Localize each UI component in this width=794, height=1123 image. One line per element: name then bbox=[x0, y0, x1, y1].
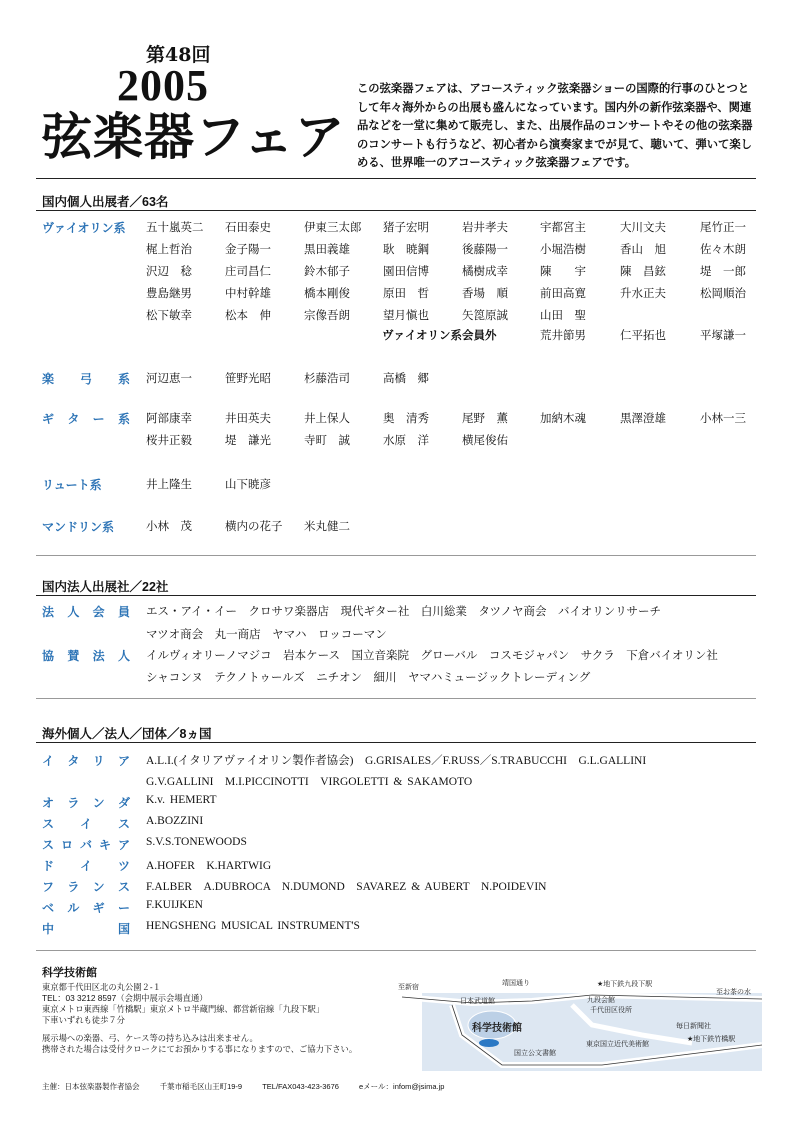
name-cell: 井上保人 bbox=[304, 411, 350, 425]
category-char: キ bbox=[98, 838, 111, 852]
map-label: 日本武道館 bbox=[460, 997, 495, 1005]
corporate-members-line: マツオ商会 丸一商店 ヤマハ ロッコーマン bbox=[146, 627, 387, 641]
venue-map bbox=[392, 975, 762, 1075]
exhibitor-line: HENGSHENG MUSICAL INSTRUMENT'S bbox=[146, 920, 360, 932]
name-cell: 黒田義雄 bbox=[304, 242, 350, 256]
category-corporate-members bbox=[42, 603, 130, 620]
name-cell: 杉藤浩司 bbox=[304, 371, 350, 385]
map-label: 九段会館 bbox=[587, 996, 615, 1004]
map-label: ★地下鉄九段下駅 bbox=[597, 980, 653, 988]
exhibitor-line: K.v. HEMERT bbox=[146, 794, 217, 806]
name-cell: 松本 伸 bbox=[225, 308, 271, 322]
category-char: イ bbox=[42, 754, 55, 768]
category-char: ス bbox=[42, 838, 55, 852]
country-label bbox=[42, 794, 130, 811]
map-label: 靖国通り bbox=[502, 979, 530, 987]
name-cell: 山田 聖 bbox=[540, 308, 586, 322]
individual-heading: 国内個人出展者／63名 bbox=[42, 195, 169, 209]
sponsors-line: イルヴィオリーノマジコ 岩本ケース 国立音楽院 グローバル コスモジャパン サクラ 下倉バイオリン社 bbox=[146, 648, 718, 662]
map-label: 千代田区役所 bbox=[590, 1006, 632, 1014]
category-char: ン bbox=[92, 796, 105, 810]
name-cell: 石田泰史 bbox=[225, 220, 271, 234]
corporate-members-line: エス・アイ・イー クロサワ楽器店 現代ギター社 白川総業 タツノヤ商会 バイオリンリサーチ bbox=[146, 604, 661, 618]
name-cell: 笹野光昭 bbox=[225, 371, 271, 385]
exhibitor-line: S.V.S.TONEWOODS bbox=[146, 836, 247, 848]
map-label: 至お茶の水 bbox=[716, 988, 751, 996]
category-violin: ヴァイオリン系 bbox=[42, 221, 126, 235]
header-divider bbox=[36, 178, 756, 179]
name-cell: 高橋 郷 bbox=[383, 371, 429, 385]
category-sponsors bbox=[42, 647, 130, 664]
name-cell: 香山 旭 bbox=[620, 242, 666, 256]
exhibitor-line: A.BOZZINI bbox=[146, 815, 204, 827]
name-cell: 豊島継男 bbox=[146, 286, 192, 300]
category-char: 協 bbox=[42, 649, 55, 663]
name-cell: 猪子宏明 bbox=[383, 220, 429, 234]
map-label: ★地下鉄竹橋駅 bbox=[687, 1035, 736, 1043]
name-cell: 宇都宮主 bbox=[540, 220, 586, 234]
venue-note: 展示場への楽器、弓、ケース等の持ち込みは出来ません。 bbox=[42, 1033, 258, 1043]
category-char: 中 bbox=[42, 922, 55, 936]
category-char: 法 bbox=[42, 605, 55, 619]
name-cell: 庄司昌仁 bbox=[225, 264, 271, 278]
category-char: リ bbox=[92, 754, 105, 768]
country-label bbox=[42, 815, 130, 832]
country-label bbox=[42, 878, 130, 895]
exhibitor-line: G.V.GALLINI M.I.PICCINOTTI VIRGOLETTI & SAKAMOTO bbox=[146, 776, 473, 788]
category-char: イ bbox=[79, 859, 92, 873]
category-char: 系 bbox=[117, 412, 130, 426]
category-guitar bbox=[42, 410, 130, 427]
section-divider bbox=[36, 950, 756, 951]
country-label bbox=[42, 920, 130, 937]
name-cell: 山下暁彦 bbox=[225, 477, 271, 491]
exhibitor-line: F.ALBER A.DUBROCA N.DUMOND SAVAREZ & AUBERT N.POIDEVIN bbox=[146, 881, 547, 893]
footer-email: eメール：infom@jsima.jp bbox=[359, 1082, 445, 1091]
name-cell: 尾竹正一 bbox=[700, 220, 746, 234]
category-char: 国 bbox=[117, 922, 130, 936]
category-char: 法 bbox=[92, 649, 105, 663]
venue-access: 下車いずれも徒歩７分 bbox=[42, 1015, 125, 1025]
category-char: 会 bbox=[92, 605, 105, 619]
overseas-heading: 海外個人／法人／団体／8ヵ国 bbox=[42, 727, 212, 741]
map-venue-marker bbox=[479, 1039, 499, 1047]
category-char: ラ bbox=[67, 796, 80, 810]
footer-address: 千葉市稲毛区山王町19-9 bbox=[159, 1082, 243, 1091]
name-cell: 佐々木朗 bbox=[700, 242, 746, 256]
category-char: バ bbox=[79, 838, 92, 852]
name-cell: 陳 昌鉉 bbox=[620, 264, 666, 278]
name-cell: 沢辺 稔 bbox=[146, 264, 192, 278]
venue-access: 東京メトロ東西線「竹橋駅」東京メトロ半蔵門線、都営新宿線「九段下駅」 bbox=[42, 1004, 325, 1014]
name-cell: 前田高寛 bbox=[540, 286, 586, 300]
violin-nonmember-label: ヴァイオリン系会員外 bbox=[382, 330, 497, 342]
name-cell: 横内の花子 bbox=[225, 519, 283, 533]
name-cell: 井上隆生 bbox=[146, 477, 192, 491]
name-cell: 尾野 薫 bbox=[462, 411, 508, 425]
intro-text: この弦楽器フェアは、アコースティック弦楽器ショーの国際的行事のひとつとして年々海外からの出展も盛んになっています。国内外の新作弦楽器や、関連品などを一堂に集めて販売し、また、出展作品のコンサートやその他の弦楽器のコンサートも行うなど、初心者から演奏家までが見て、聴いて、弾いて楽しめる、世界唯一のアコースティック弦楽器フェアです。 bbox=[357, 83, 753, 169]
category-char: フ bbox=[42, 880, 55, 894]
category-char: ラ bbox=[67, 880, 80, 894]
category-char: イ bbox=[79, 817, 92, 831]
corporate-rule bbox=[36, 595, 756, 596]
name-cell: 原田 哲 bbox=[383, 286, 429, 300]
footer-organizer: 主催：日本弦楽器製作者協会 bbox=[42, 1082, 140, 1091]
category-char: ギ bbox=[92, 901, 105, 915]
category-char: 賛 bbox=[67, 649, 80, 663]
category-char: ロ bbox=[60, 838, 73, 852]
category-lute: リュート系 bbox=[42, 478, 102, 492]
name-cell: 五十嵐英二 bbox=[146, 220, 204, 234]
individual-rule bbox=[36, 210, 756, 211]
category-char: 楽 bbox=[42, 372, 55, 386]
category-char: 人 bbox=[117, 649, 130, 663]
category-char: 人 bbox=[67, 605, 80, 619]
name-cell: 耿 暁鋼 bbox=[383, 242, 429, 256]
category-char: ー bbox=[92, 412, 105, 426]
name-cell: 水原 洋 bbox=[383, 433, 429, 447]
category-char: ド bbox=[42, 859, 55, 873]
name-cell: 米丸健二 bbox=[304, 519, 350, 533]
category-char: タ bbox=[67, 754, 80, 768]
map-label: 国立公文書館 bbox=[514, 1049, 556, 1057]
name-cell: 仁平拓也 bbox=[620, 328, 666, 342]
corporate-heading: 国内法人出展社／22社 bbox=[42, 580, 169, 594]
name-cell: 阿部康幸 bbox=[146, 411, 192, 425]
name-cell: 平塚謙一 bbox=[700, 328, 746, 342]
name-cell: 岩井孝夫 bbox=[462, 220, 508, 234]
venue-name: 科学技術館 bbox=[42, 967, 97, 979]
venue-address: 東京都千代田区北の丸公園２-１ bbox=[42, 982, 161, 992]
name-cell: 堤 謙光 bbox=[225, 433, 271, 447]
name-cell: 横尾俊佑 bbox=[462, 433, 508, 447]
section-divider bbox=[36, 555, 756, 556]
sponsors-line: シャコンヌ テクノトゥールズ ニチオン 細川 ヤマハミュージックトレーディング bbox=[146, 670, 591, 684]
category-char: ル bbox=[67, 901, 80, 915]
category-char: ア bbox=[117, 838, 130, 852]
name-cell: 橋本剛俊 bbox=[304, 286, 350, 300]
name-cell: 升水正夫 bbox=[620, 286, 666, 300]
name-cell: 奥 清秀 bbox=[383, 411, 429, 425]
name-cell: 大川文夫 bbox=[620, 220, 666, 234]
category-char: 系 bbox=[117, 372, 130, 386]
name-cell: 松下敏幸 bbox=[146, 308, 192, 322]
overseas-rule bbox=[36, 742, 756, 743]
category-char: ス bbox=[117, 880, 130, 894]
category-char: ベ bbox=[42, 901, 55, 915]
category-char: ス bbox=[117, 817, 130, 831]
name-cell: 香場 順 bbox=[462, 286, 508, 300]
footer bbox=[42, 1081, 462, 1092]
category-char: ン bbox=[92, 880, 105, 894]
country-label bbox=[42, 899, 130, 916]
name-cell: 中村幹雄 bbox=[225, 286, 271, 300]
category-char: ス bbox=[42, 817, 55, 831]
category-char: 員 bbox=[117, 605, 130, 619]
name-cell: 園田信博 bbox=[383, 264, 429, 278]
name-cell: 寺町 誠 bbox=[304, 433, 350, 447]
exhibitor-line: F.KUIJKEN bbox=[146, 899, 203, 911]
name-cell: 井田英夫 bbox=[225, 411, 271, 425]
name-cell: 望月愼也 bbox=[383, 308, 429, 322]
category-char: ツ bbox=[117, 859, 130, 873]
name-cell: 後藤陽一 bbox=[462, 242, 508, 256]
name-cell: 桜井正毅 bbox=[146, 433, 192, 447]
country-label bbox=[42, 857, 130, 874]
section-divider bbox=[36, 698, 756, 699]
name-cell: 金子陽一 bbox=[225, 242, 271, 256]
name-cell: 伊東三太郎 bbox=[304, 220, 362, 234]
name-cell: 加納木魂 bbox=[540, 411, 586, 425]
category-char: ア bbox=[117, 754, 130, 768]
edition-number: 第48回 bbox=[146, 44, 211, 66]
name-cell: 陳 宇 bbox=[540, 264, 586, 278]
name-cell: 小林一三 bbox=[700, 411, 746, 425]
map-label: 毎日新聞社 bbox=[676, 1022, 711, 1030]
map-label: 東京国立近代美術館 bbox=[586, 1040, 649, 1048]
name-cell: 橘樹成幸 bbox=[462, 264, 508, 278]
footer-tel: TEL/FAX043-423-3676 bbox=[262, 1082, 339, 1091]
fair-title: 弦楽器フェア bbox=[42, 107, 346, 166]
category-char: 弓 bbox=[79, 372, 92, 386]
venue-note: 携帯された場合は受付クロークにてお預かりする事になりますので、ご協力下さい。 bbox=[42, 1044, 358, 1054]
name-cell: 梶上哲治 bbox=[146, 242, 192, 256]
venue-tel: TEL：03 3212 8597（会期中展示会場直通） bbox=[42, 993, 208, 1003]
category-char: ダ bbox=[117, 796, 130, 810]
country-label bbox=[42, 836, 130, 853]
name-cell: 河辺恵一 bbox=[146, 371, 192, 385]
map-label: 至新宿 bbox=[398, 983, 419, 991]
category-mandolin: マンドリン系 bbox=[42, 520, 115, 534]
name-cell: 小林 茂 bbox=[146, 519, 192, 533]
name-cell: 宗像吾朗 bbox=[304, 308, 350, 322]
category-bow bbox=[42, 370, 130, 387]
category-char: ー bbox=[117, 901, 130, 915]
category-char: ギ bbox=[42, 412, 55, 426]
name-cell: 松岡順治 bbox=[700, 286, 746, 300]
category-char: タ bbox=[67, 412, 80, 426]
country-label bbox=[42, 752, 130, 769]
name-cell: 荒井節男 bbox=[540, 328, 586, 342]
name-cell: 堤 一郎 bbox=[700, 264, 746, 278]
name-cell: 鈴木郁子 bbox=[304, 264, 350, 278]
category-char: オ bbox=[42, 796, 55, 810]
map-label: 科学技術館 bbox=[472, 1023, 522, 1034]
year-title: 2005 bbox=[117, 61, 209, 110]
exhibitor-line: A.HOFER K.HARTWIG bbox=[146, 860, 272, 872]
exhibitor-line: A.L.I.(イタリアヴァイオリン製作者協会) G.GRISALES／F.RUSS／S.TRABUCCHI G.L.GALLINI bbox=[146, 755, 647, 767]
name-cell: 矢箆原誠 bbox=[462, 308, 508, 322]
name-cell: 小堀浩樹 bbox=[540, 242, 586, 256]
name-cell: 黒澤澄雄 bbox=[620, 411, 666, 425]
